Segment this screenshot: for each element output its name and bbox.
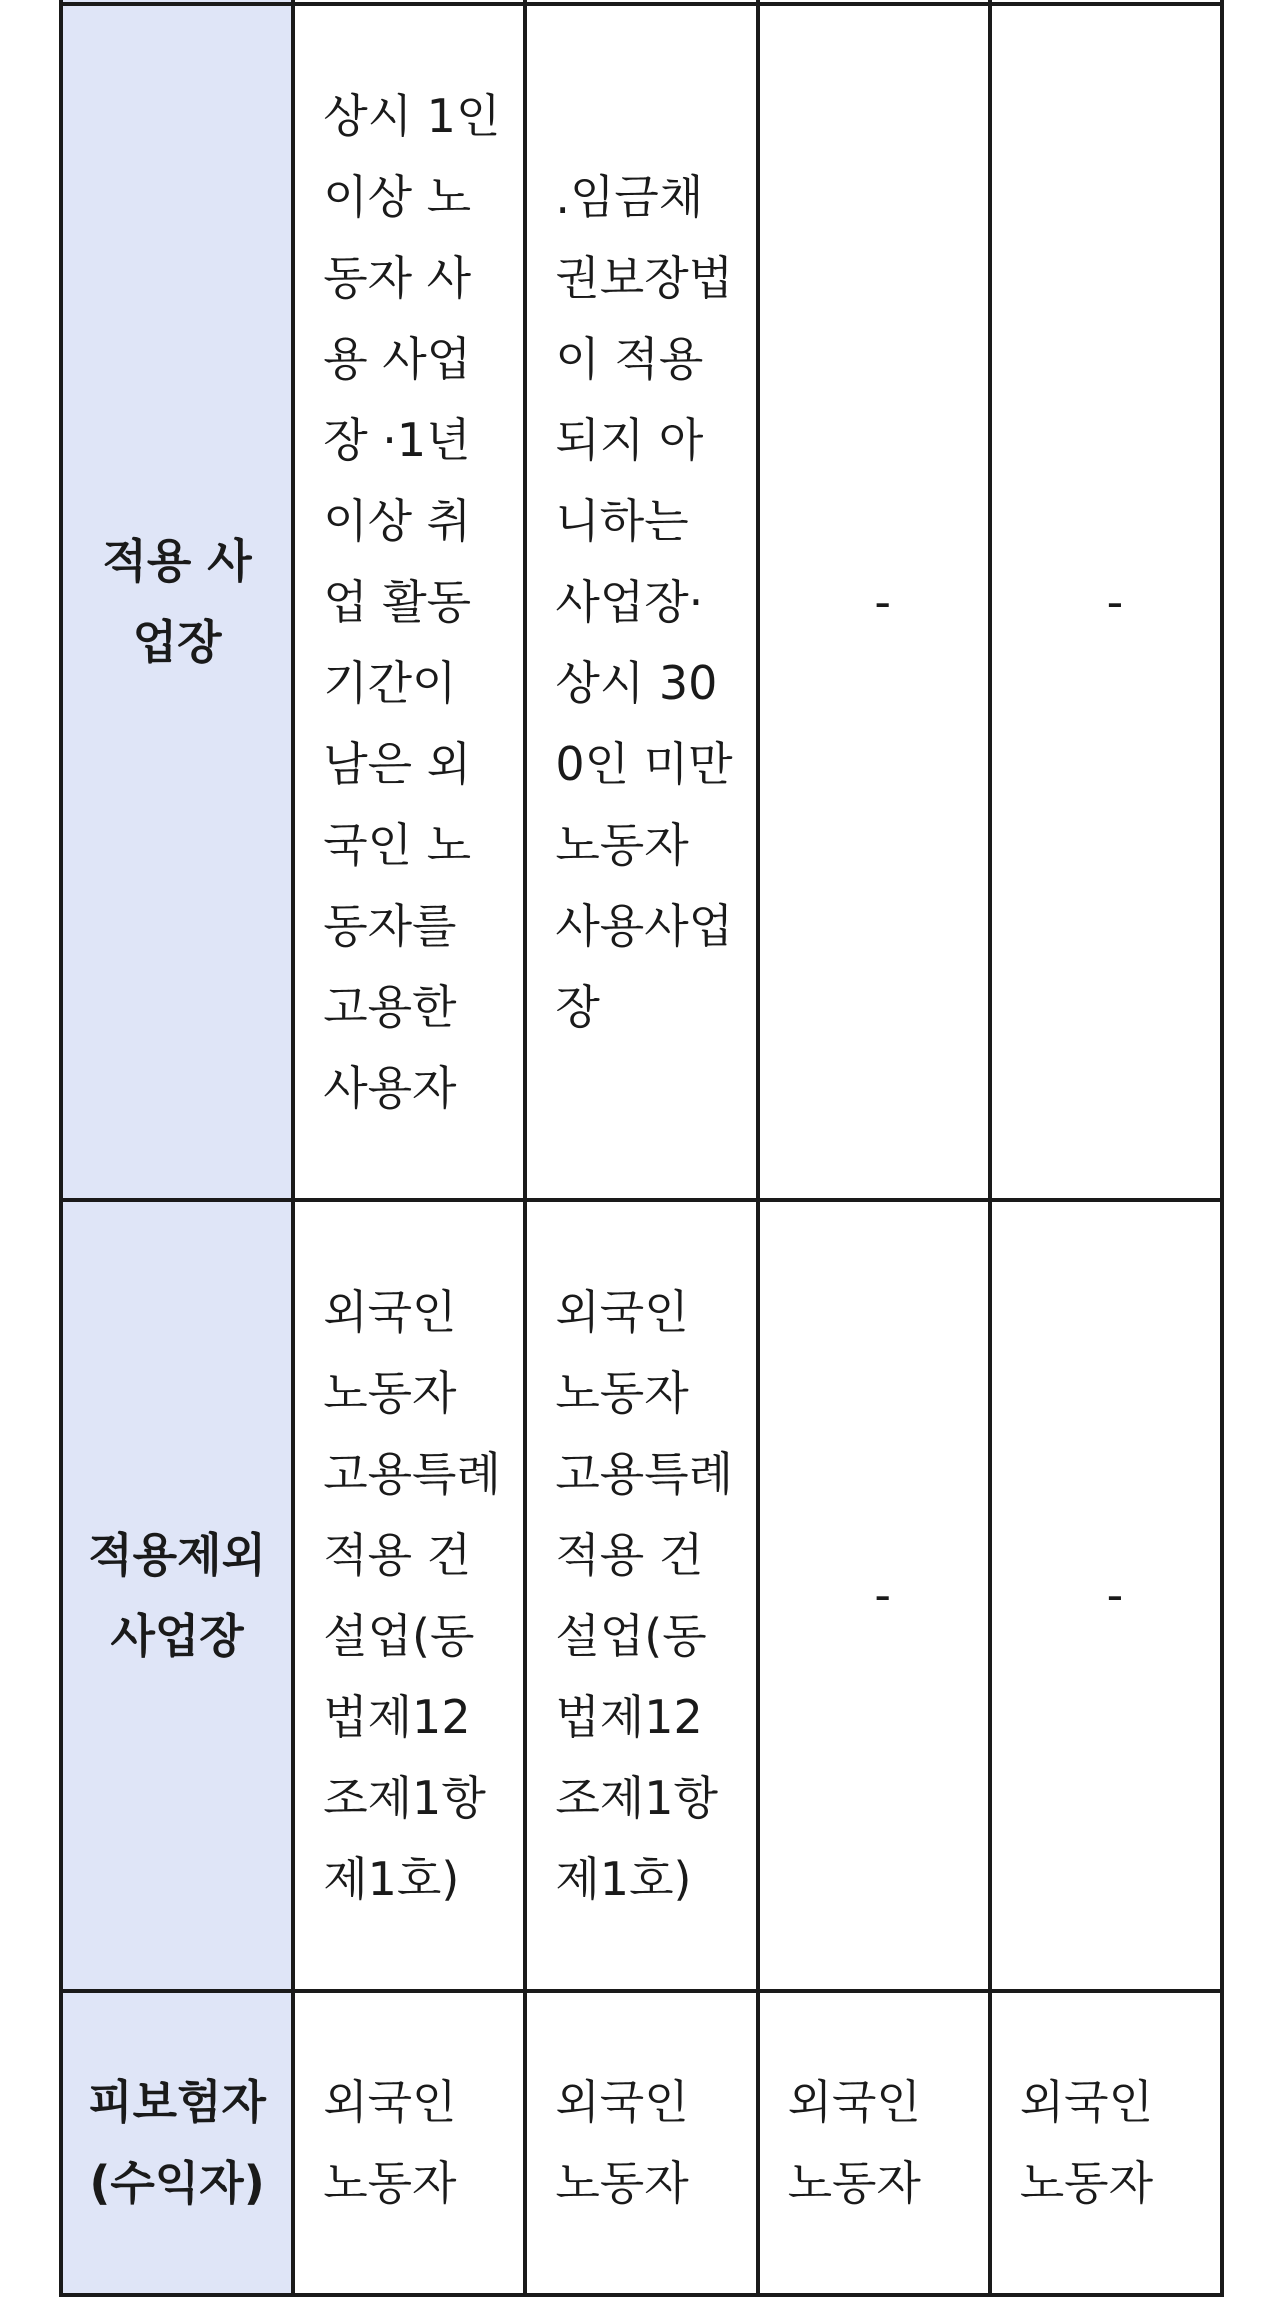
cell-text: 외국인 노동자 고용특례 적용 건설업(동법제12조제1항제1호) bbox=[323, 1284, 501, 1906]
table-row-applicable-workplace bbox=[61, 4, 1222, 1200]
cell-text: 외국인 노동자 bbox=[1019, 2075, 1154, 2210]
row-header-excluded-workplace bbox=[61, 1200, 293, 1991]
cell-text: 외국인 노동자 고용특례 적용 건설업(동법제12조제1항제1호) bbox=[555, 1284, 734, 1906]
table-cell bbox=[990, 1991, 1222, 2295]
table-cell bbox=[293, 1200, 525, 1991]
cell-text: - bbox=[874, 1568, 891, 1622]
table-row-insured bbox=[61, 1991, 1222, 2295]
table-cell bbox=[758, 1991, 990, 2295]
table-cell bbox=[990, 1200, 1222, 1991]
table-cell bbox=[525, 4, 757, 1200]
cell-text: 외국인 노동자 bbox=[787, 2075, 921, 2210]
cell-text: - bbox=[1106, 1568, 1124, 1622]
row-header-label: 적용 사업장 bbox=[102, 534, 252, 669]
cell-text: 상시 1인이상 노동자 사용 사업장 ·1년 이상 취업 활동 기간이 남은 외국인 노동자를 고용한 사용자 bbox=[323, 88, 501, 1115]
table-cell bbox=[525, 1200, 757, 1991]
table-cell bbox=[758, 4, 990, 1200]
table-cell bbox=[293, 1991, 525, 2295]
table-cell bbox=[293, 4, 525, 1200]
row-header-label: 피보험자(수익자) bbox=[88, 2075, 266, 2210]
row-header-insured bbox=[61, 1991, 293, 2295]
table-cell bbox=[758, 1200, 990, 1991]
cell-text: - bbox=[1106, 574, 1124, 629]
cell-text: .임금채권보장법이 적용되지 아니하는 사업장·상시 300인 미만 노동자 사용사업장 bbox=[555, 169, 734, 1034]
row-header-label: 적용제외 사업장 bbox=[88, 1527, 266, 1663]
cell-text: - bbox=[874, 574, 891, 629]
table-row-excluded-workplace bbox=[61, 1200, 1222, 1991]
cell-text: 외국인 노동자 bbox=[323, 2075, 457, 2210]
row-header-applicable-workplace bbox=[61, 4, 293, 1200]
table-cell bbox=[525, 1991, 757, 2295]
insurance-comparison-table bbox=[59, 0, 1224, 2297]
table-cell bbox=[990, 4, 1222, 1200]
cell-text: 외국인 노동자 bbox=[555, 2075, 689, 2210]
